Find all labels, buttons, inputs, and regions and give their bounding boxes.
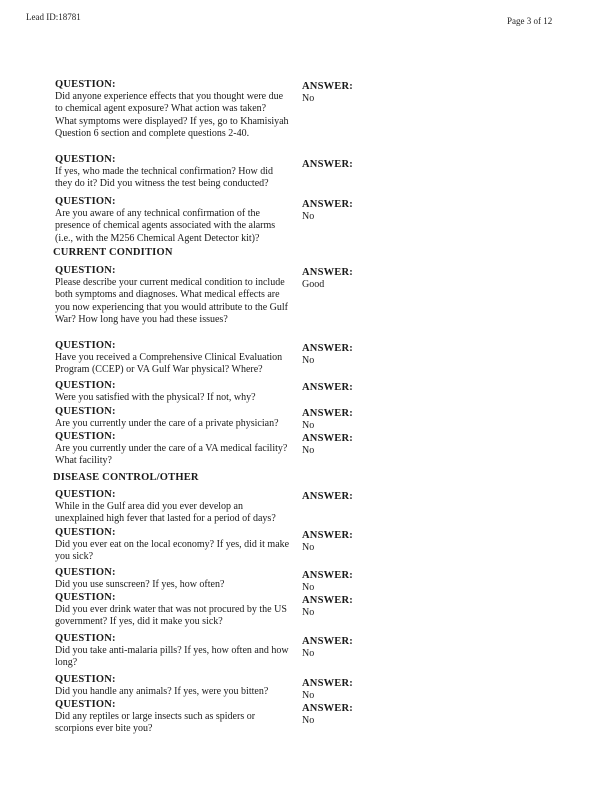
- answer-text: No: [302, 445, 315, 456]
- question-block: [55, 195, 290, 245]
- question-text: Did you use sunscreen? If yes, how often?: [55, 579, 225, 590]
- answer-text: No: [302, 607, 315, 618]
- answer-text: No: [302, 93, 315, 104]
- question-block: [55, 673, 290, 698]
- answer-label: ANSWER:: [302, 433, 353, 444]
- answer-text: No: [302, 542, 315, 553]
- question-block: [55, 526, 290, 564]
- question-text: If yes, who made the technical confirmation? How did they do it? Did you witness the test being conducted?: [55, 166, 273, 190]
- answer-block: [302, 158, 422, 171]
- question-block: [55, 632, 290, 670]
- lead-id: Lead ID:18781: [26, 12, 81, 22]
- answer-block: [302, 569, 422, 594]
- answer-label: ANSWER:: [302, 382, 353, 393]
- answer-block: [302, 677, 422, 702]
- question-block: [55, 339, 290, 377]
- question-text: Have you received a Comprehensive Clinical Evaluation Program (CCEP) or VA Gulf War physical? Where?: [55, 352, 283, 376]
- answer-text: No: [302, 648, 315, 659]
- answer-label: ANSWER:: [302, 159, 353, 170]
- answer-block: [302, 266, 422, 291]
- question-label: QUESTION:: [55, 154, 116, 165]
- question-label: QUESTION:: [55, 674, 116, 685]
- answer-text: No: [302, 715, 315, 726]
- answer-block: [302, 702, 422, 727]
- answer-block: [302, 80, 422, 105]
- question-label: QUESTION:: [55, 567, 116, 578]
- section-heading-disease-control: DISEASE CONTROL/OTHER: [53, 472, 199, 483]
- question-label: QUESTION:: [55, 699, 116, 710]
- answer-text: No: [302, 355, 315, 366]
- question-text: Please describe your current medical condition to include both symptoms and diagnoses. What medical effects are you now experiencing that you would attribute to the Gulf War? How long have you had these issues?: [55, 277, 289, 326]
- question-label: QUESTION:: [55, 340, 116, 351]
- question-label: QUESTION:: [55, 265, 116, 276]
- question-block: [55, 591, 290, 629]
- question-text: Did any reptiles or large insects such as spiders or scorpions ever bite you?: [55, 711, 256, 735]
- question-block: [55, 698, 290, 736]
- answer-text: Good: [302, 279, 325, 290]
- question-text: Are you currently under the care of a VA medical facility? What facility?: [55, 443, 288, 467]
- question-text: Did you ever eat on the local economy? If yes, did it make you sick?: [55, 539, 290, 563]
- question-label: QUESTION:: [55, 592, 116, 603]
- answer-block: [302, 198, 422, 223]
- question-label: QUESTION:: [55, 431, 116, 442]
- answer-label: ANSWER:: [302, 703, 353, 714]
- question-block: [55, 78, 290, 141]
- question-label: QUESTION:: [55, 406, 116, 417]
- answer-block: [302, 529, 422, 554]
- question-label: QUESTION:: [55, 196, 116, 207]
- answer-label: ANSWER:: [302, 491, 353, 502]
- answer-block: [302, 594, 422, 619]
- question-text: Did anyone experience effects that you thought were due to chemical agent exposure? What action was taken? What symptoms were displayed? If yes, go to Khamisiyah Question 6 section and complete questions 2-40.: [55, 91, 289, 140]
- answer-block: [302, 381, 422, 394]
- answer-text: No: [302, 211, 315, 222]
- answer-label: ANSWER:: [302, 570, 353, 581]
- question-block: [55, 488, 290, 526]
- answer-label: ANSWER:: [302, 81, 353, 92]
- question-block: [55, 430, 290, 468]
- question-block: [55, 264, 290, 327]
- page-number: Page 3 of 12: [507, 16, 553, 26]
- question-label: QUESTION:: [55, 633, 116, 644]
- question-label: QUESTION:: [55, 527, 116, 538]
- answer-label: ANSWER:: [302, 636, 353, 647]
- answer-label: ANSWER:: [302, 199, 353, 210]
- question-block: [55, 379, 290, 404]
- question-label: QUESTION:: [55, 489, 116, 500]
- answer-label: ANSWER:: [302, 267, 353, 278]
- question-text: Did you handle any animals? If yes, were you bitten?: [55, 686, 269, 697]
- answer-block: [302, 432, 422, 457]
- answer-block: [302, 635, 422, 660]
- answer-text: No: [302, 582, 315, 593]
- question-text: Are you aware of any technical confirmation of the presence of chemical agents associated with the alarms (i.e., with the M256 Chemical Agent Detector kit)?: [55, 208, 276, 244]
- question-text: Were you satisfied with the physical? If not, why?: [55, 392, 256, 403]
- question-block: [55, 153, 290, 191]
- answer-label: ANSWER:: [302, 530, 353, 541]
- question-label: QUESTION:: [55, 380, 116, 391]
- answer-label: ANSWER:: [302, 343, 353, 354]
- question-text: Did you take anti-malaria pills? If yes, how often and how long?: [55, 645, 289, 669]
- question-label: QUESTION:: [55, 79, 116, 90]
- question-text: Did you ever drink water that was not procured by the US government? If yes, did it make you sick?: [55, 604, 287, 628]
- answer-label: ANSWER:: [302, 595, 353, 606]
- answer-label: ANSWER:: [302, 678, 353, 689]
- answer-text: No: [302, 690, 315, 701]
- question-block: [55, 566, 290, 591]
- answer-block: [302, 490, 422, 503]
- section-heading-current-condition: CURRENT CONDITION: [53, 247, 173, 258]
- answer-block: [302, 342, 422, 367]
- question-text: Are you currently under the care of a private physician?: [55, 418, 279, 429]
- answer-text: No: [302, 420, 315, 431]
- question-text: While in the Gulf area did you ever develop an unexplained high fever that lasted for a period of days?: [55, 501, 276, 525]
- question-block: [55, 405, 290, 430]
- answer-label: ANSWER:: [302, 408, 353, 419]
- answer-block: [302, 407, 422, 432]
